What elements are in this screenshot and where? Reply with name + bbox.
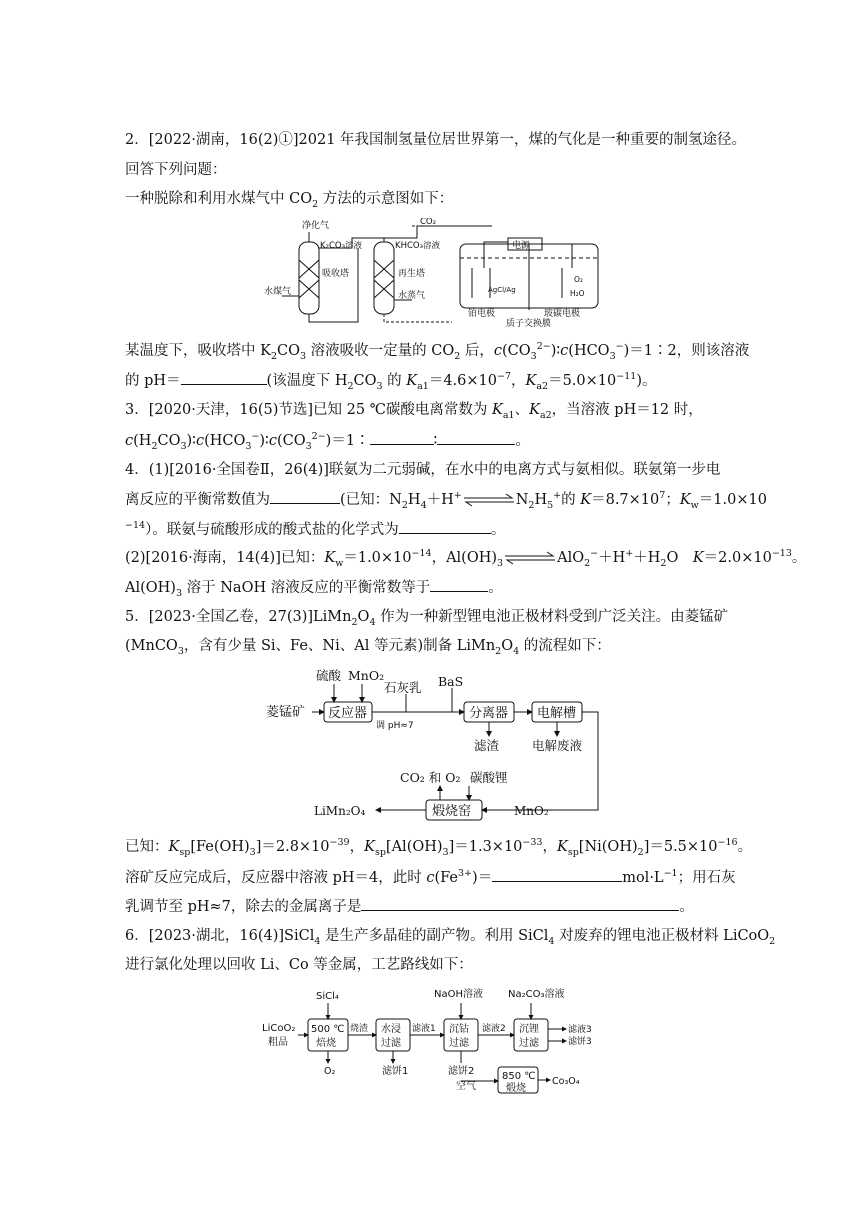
answer-blank[interactable] xyxy=(181,370,267,385)
water-leach-box: 水浸 xyxy=(381,1024,401,1035)
q4-line3: $^{-14}$）。联氨与硫酸形成的酸式盐的化学式为 。 xyxy=(125,520,506,538)
power-source-label: 电源 xyxy=(512,241,531,251)
k2co3-label: K₂CO₃溶液 xyxy=(320,241,363,251)
q2-line1: 2．[2022·湖南，16(2)①]2021 年我国制氢量位居世界第一，煤的气化是一种重要的制氢途径。 xyxy=(125,132,747,148)
q5-line3: 已知：$K_{sp}[Fe(OH)_3]=2.8\times 10^{-39}$，$K_{sp}[Al(OH)_3]=1.3\times 10^{-33}$，$K_{sp}[Ni(OH)_2]=5.5\times 10^{-16}$。 xyxy=(125,837,753,858)
q3-line1: 3．[2020·天津，16(5)节选]已知 25 ℃碳酸电离常数为 $K_{a1}$、$K_{a2}$，当溶液 pH＝12 时， xyxy=(125,402,703,421)
answer-blank[interactable] xyxy=(492,867,622,882)
q6-line2: 进行氯化处理以回收 Li、Co 等金属，工艺路线如下： xyxy=(125,957,473,973)
filter-box-1: 过滤 xyxy=(381,1038,401,1049)
filtrate2-label: 滤液2 xyxy=(482,1024,506,1034)
filter-cake3-label: 滤饼3 xyxy=(568,1037,592,1047)
q5-line2: (MnCO$_3$，含有少量 Si、Fe、Ni、Al 等元素)制备 $LiMn_2O_4$ 的流程如下： xyxy=(125,638,611,657)
glassy-carbon-electrode-label: 玻碳电极 xyxy=(544,309,581,319)
mno2-return-label: MnO₂ xyxy=(514,804,549,818)
lime-milk-label: 石灰乳 xyxy=(384,680,422,695)
rhodochrosite-label: 菱锰矿 xyxy=(266,705,306,720)
air-label: 空气 xyxy=(456,1081,476,1092)
bas-label: BaS xyxy=(438,674,464,689)
h2o-label: H₂O xyxy=(570,289,585,298)
q5-line1: 5．[2023·全国乙卷，$27(3)]LiMn_2O_4$ 作为一种新型锂电池正极材料受到广泛关注。由菱锰矿 xyxy=(125,609,729,628)
q3-line2: $c(H_2CO_3)∶c(HCO_3^-)∶c(CO_3^{2-})=1∶$ ∶ 。 xyxy=(125,431,530,452)
q4-line4: (2)[2016·海南，14(4)]已知：$K_w=1.0\times 10^{-14}$，$Al(OH)_3$ $AlO_2^-+H^++H_2O$ $K=2.0\times 10^{-13}$。 xyxy=(125,548,807,569)
sicl4-label: SiCl₄ xyxy=(316,991,339,1002)
filter-cake1-label: 滤饼1 xyxy=(382,1066,409,1077)
answer-blank[interactable] xyxy=(270,489,340,504)
answer-blank[interactable] xyxy=(361,896,679,911)
agcl-label: AgCl/Ag xyxy=(488,286,516,294)
khco3-label: KHCO₃溶液 xyxy=(395,241,440,251)
q5-line5: 乳调节至 pH≈7，除去的金属离子是 。 xyxy=(125,896,694,917)
licoo2-flowchart xyxy=(258,985,608,1095)
q2-line3: 一种脱除和利用水煤气中 $CO_2$ 方法的示意图如下： xyxy=(125,191,454,210)
q2-line2: 回答下列问题： xyxy=(125,162,227,178)
na2co3-label: Na₂CO₃溶液 xyxy=(508,989,565,1000)
q4-line1: 4．(1)[2016·全国卷Ⅱ，26(4)]联氨为二元弱碱，在水中的电离方式与氨相似。联氨第一步电 xyxy=(125,462,721,478)
calcining-kiln-box: 煅烧窑 xyxy=(432,804,472,819)
q4-line5: $Al(OH)_3$ 溶于 NaOH 溶液反应的平衡常数等于 。 xyxy=(125,577,503,598)
filter-box-3: 过滤 xyxy=(519,1038,539,1049)
answer-blank[interactable] xyxy=(370,430,434,445)
filter-box-2: 过滤 xyxy=(449,1038,469,1049)
separator-box: 分离器 xyxy=(469,706,509,721)
naoh-label: NaOH溶液 xyxy=(434,989,483,1000)
cobalt-precipitation-box: 沉钴 xyxy=(449,1024,469,1035)
o2-output-label: O₂ xyxy=(324,1066,336,1077)
electrolysis-waste-label: 电解废液 xyxy=(532,738,583,753)
co2-label: CO₂ xyxy=(420,218,437,227)
proton-membrane-label: 质子交换膜 xyxy=(506,319,552,328)
q6-line1: 6．[2023·湖北，16(4)]SiCl$_4$ 是生产多晶硅的副产物。利用 SiCl$_4$ 对废弃的锂电池正极材料 LiCoO$_2$ xyxy=(125,928,776,947)
answer-blank[interactable] xyxy=(437,430,515,445)
answer-blank[interactable] xyxy=(430,577,488,592)
co2-o2-label: CO₂ 和 O₂ xyxy=(400,770,461,785)
filtrate1-label: 滤液1 xyxy=(412,1024,436,1034)
calcination-box: 煅烧 xyxy=(506,1083,526,1094)
water-gas-label: 水煤气 xyxy=(264,287,292,297)
reactor-box: 反应器 xyxy=(328,706,368,721)
electrolytic-cell-box: 电解槽 xyxy=(537,706,577,721)
purified-gas-label: 净化气 xyxy=(302,221,330,231)
limn2o4-product-label: LiMn₂O₄ xyxy=(314,804,366,818)
limn2o4-flowchart xyxy=(264,664,614,824)
q5-line4: 溶矿反应完成后，反应器中溶液 pH＝4，此时 $c(Fe^{3+})= mol\cdot L^{-1}$；用石灰 xyxy=(125,868,736,886)
calcine-label: 烧渣 xyxy=(350,1024,369,1034)
steam-label: 水蒸气 xyxy=(398,291,426,301)
crude-product-label: 粗品 xyxy=(268,1037,288,1048)
filter-cake2-label: 滤饼2 xyxy=(448,1066,475,1077)
lithium-carbonate-label: 碳酸锂 xyxy=(470,770,508,785)
absorption-tower-label: 吸收塔 xyxy=(322,269,350,279)
roasting-box: 焙烧 xyxy=(316,1038,336,1049)
o2-label: O₂ xyxy=(574,275,583,284)
answer-blank[interactable] xyxy=(399,519,491,534)
temp-500-label: 500 ℃ xyxy=(311,1024,345,1035)
lithium-precipitation-box: 沉锂 xyxy=(519,1024,539,1035)
filter-residue-label: 滤渣 xyxy=(474,738,500,753)
sulfuric-acid-label: 硫酸 xyxy=(316,668,342,683)
platinum-electrode-label: 铂电极 xyxy=(468,309,496,319)
co2-removal-diagram xyxy=(262,218,602,328)
temp-850-label: 850 ℃ xyxy=(502,1071,536,1082)
regeneration-tower-label: 再生塔 xyxy=(398,269,426,279)
adjust-ph-label: 调 pH≈7 xyxy=(376,721,414,731)
co3o4-product-label: Co₃O₄ xyxy=(552,1076,580,1087)
q4-line2: 离反应的平衡常数值为 (已知：$N_2H_4+H^+$ $N_2H_5^+$的 $K=8.7\times 10^7$；$K_w=1.0\times 10$ xyxy=(125,490,767,511)
filtrate3-label: 滤液3 xyxy=(568,1025,592,1035)
equilibrium-arrow-icon xyxy=(462,493,516,507)
q2-line4: 某温度下，吸收塔中 $K_2CO_3$ 溶液吸收一定量的 $CO_2$ 后，$c(CO_3^{2-})∶c(HCO_3^-)=1∶2$，则该溶液 xyxy=(125,341,750,362)
mno2-input-label: MnO₂ xyxy=(348,668,385,683)
q2-line5: 的 pH＝ (该温度下 $H_2CO_3$ 的 $K_{a1}=4.6\times 10^{-7}$，$K_{a2}=5.0\times 10^{-11}$)。 xyxy=(125,371,657,392)
licoo2-label: LiCoO₂ xyxy=(262,1023,296,1034)
equilibrium-arrow-icon xyxy=(503,551,557,565)
